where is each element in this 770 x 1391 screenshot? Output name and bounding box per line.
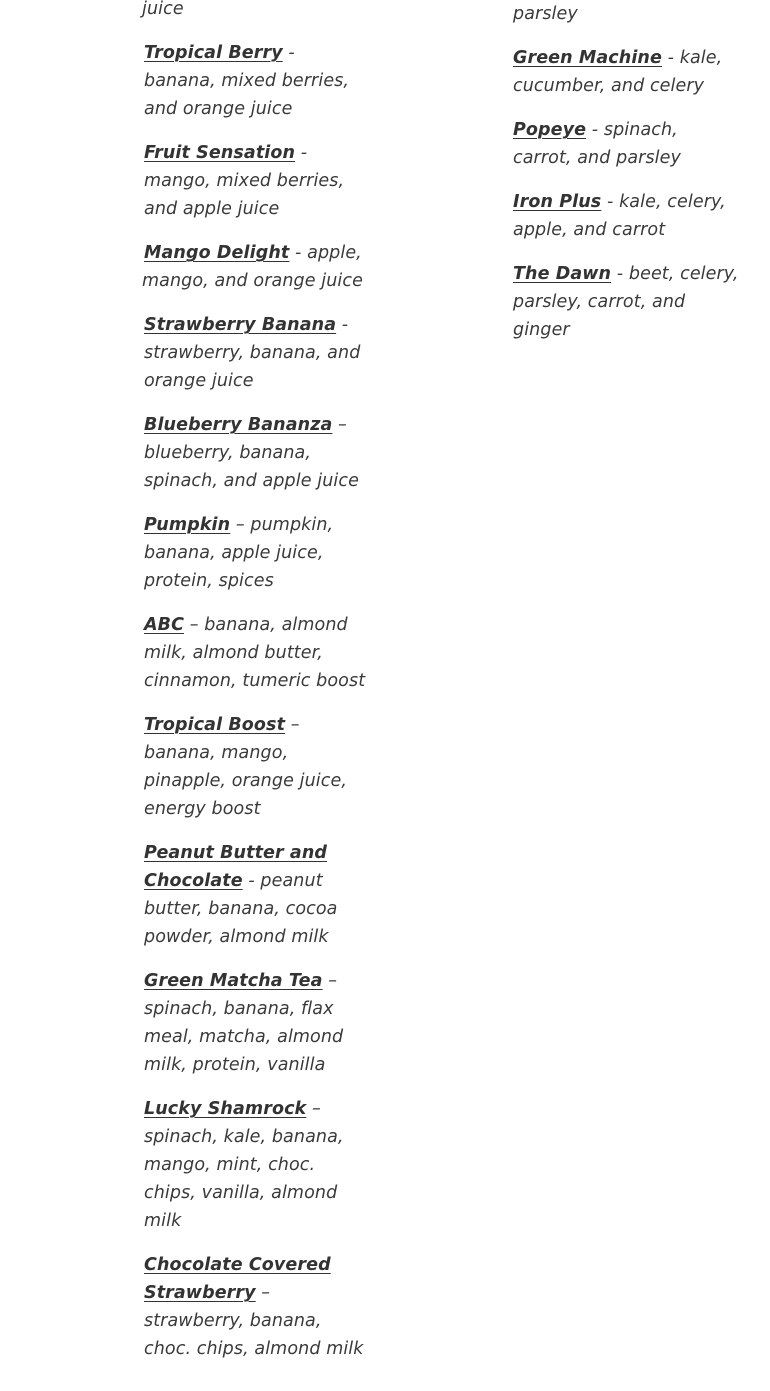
item-description: – strawberry, banana, choc. chips, almond milk xyxy=(144,1283,364,1359)
list-item xyxy=(144,1251,370,1363)
list-item xyxy=(513,260,741,344)
list-item xyxy=(144,311,370,395)
item-description: – spinach, banana, flax meal, matcha, almond milk, protein, vanilla xyxy=(144,971,344,1075)
item-link[interactable]: Blueberry Bananza xyxy=(144,415,333,435)
list-item-fragment: juice xyxy=(142,0,184,19)
list-item xyxy=(513,44,741,100)
item-link[interactable]: Green Machine xyxy=(513,48,662,68)
item-description: - peanut butter, banana, cocoa powder, almond milk xyxy=(144,871,338,947)
item-description: - beet, celery, parsley, carrot, and ginger xyxy=(513,264,739,340)
item-description: – spinach, kale, banana, mango, mint, choc. chips, vanilla, almond milk xyxy=(144,1099,344,1231)
list-item xyxy=(142,239,370,295)
item-link[interactable]: ABC xyxy=(144,615,185,635)
item-description: - apple, mango, and orange juice xyxy=(142,243,363,291)
list-item xyxy=(144,711,370,823)
item-link[interactable]: Green Matcha Tea xyxy=(144,971,323,991)
list-item xyxy=(144,839,370,951)
item-link[interactable]: Popeye xyxy=(513,120,587,140)
item-link[interactable]: Lucky Shamrock xyxy=(144,1099,307,1119)
list-item-fragment: parsley xyxy=(513,4,578,24)
list-item xyxy=(144,611,370,695)
item-link[interactable]: Tropical Berry xyxy=(144,43,283,63)
list-item xyxy=(513,188,741,244)
smoothie-list xyxy=(144,0,370,1379)
item-link[interactable]: Peanut Butter and Chocolate xyxy=(144,843,328,891)
item-link[interactable]: Iron Plus xyxy=(513,192,602,212)
list-item xyxy=(144,411,370,495)
item-link[interactable]: Chocolate Covered Strawberry xyxy=(144,1255,331,1303)
list-item xyxy=(144,39,370,123)
item-description: - banana, mixed berries, and orange juice xyxy=(144,43,350,119)
item-description: - mango, mixed berries, and apple juice xyxy=(144,143,345,219)
item-description: – pumpkin, banana, apple juice, protein, spices xyxy=(144,515,334,591)
item-description: - kale, cucumber, and celery xyxy=(513,48,723,96)
list-item xyxy=(144,511,370,595)
item-description: – banana, almond milk, almond butter, cinnamon, tumeric boost xyxy=(144,615,366,691)
item-link[interactable]: Pumpkin xyxy=(144,515,231,535)
list-item xyxy=(513,116,741,172)
item-description: - kale, celery, apple, and carrot xyxy=(513,192,726,240)
item-description: - strawberry, banana, and orange juice xyxy=(144,315,361,391)
list-item xyxy=(144,1095,370,1235)
list-item xyxy=(144,139,370,223)
item-link[interactable]: Tropical Boost xyxy=(144,715,286,735)
list-item xyxy=(144,967,370,1079)
item-link[interactable]: Mango Delight xyxy=(144,243,290,263)
item-description: – blueberry, banana, spinach, and apple juice xyxy=(144,415,359,491)
item-description: - spinach, carrot, and parsley xyxy=(513,120,681,168)
juice-list xyxy=(513,0,741,360)
item-link[interactable]: Strawberry Banana xyxy=(144,315,337,335)
item-link[interactable]: Fruit Sensation xyxy=(144,143,296,163)
item-link[interactable]: The Dawn xyxy=(513,264,612,284)
item-description: – banana, mango, pinapple, orange juice, energy boost xyxy=(144,715,347,819)
